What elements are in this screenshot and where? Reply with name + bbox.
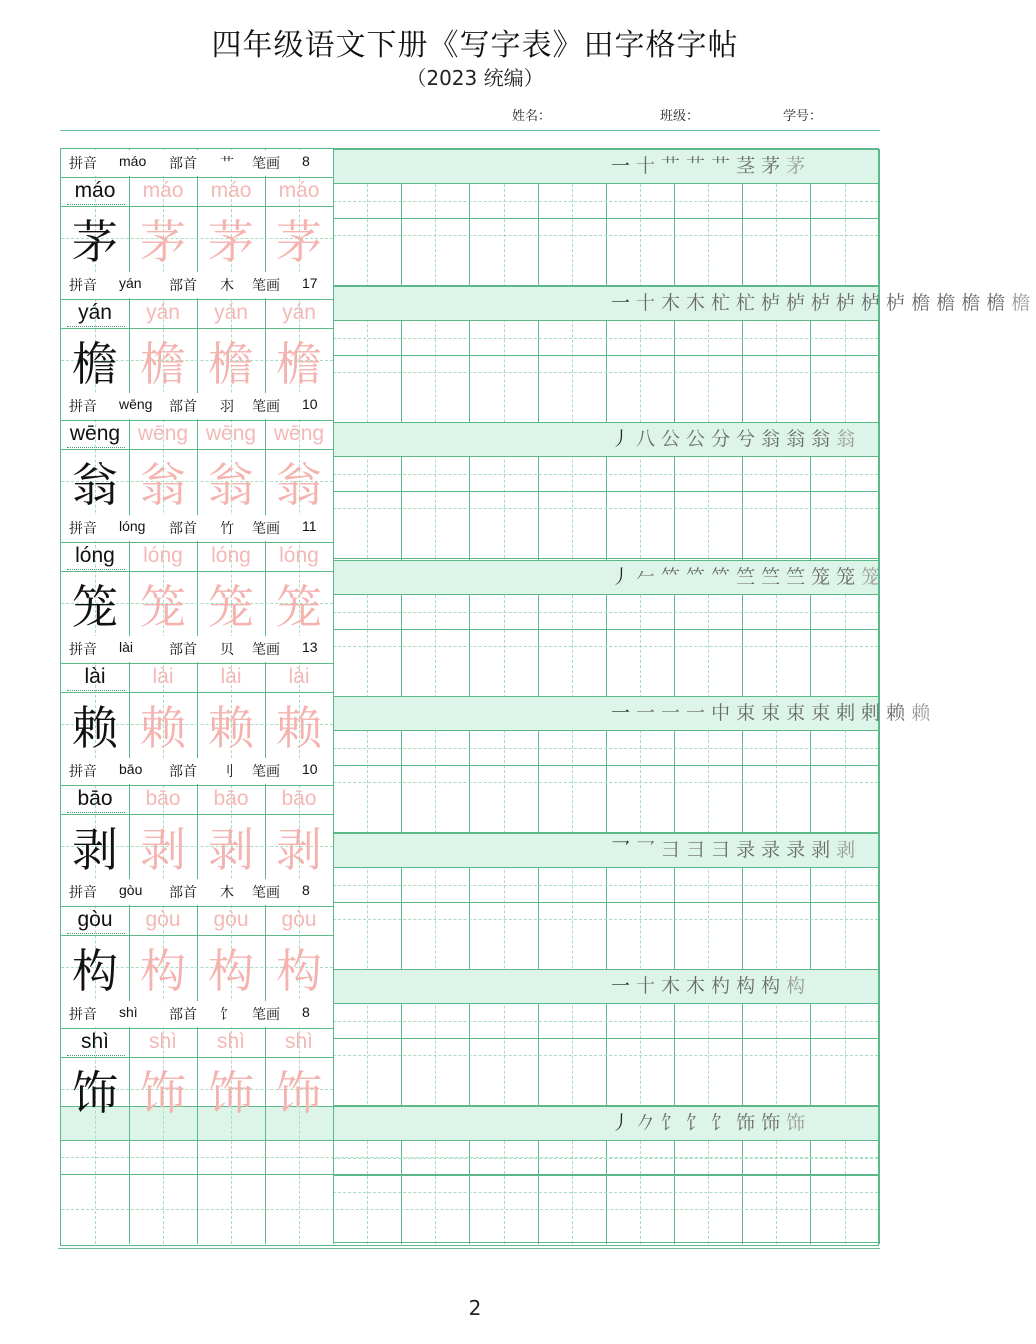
stroke-step: 杧: [736, 292, 762, 314]
grid-row-line: [333, 612, 878, 613]
hanzi-trace: 檐: [140, 336, 186, 391]
stroke-step: 笼: [836, 566, 862, 588]
pinyin-model: wēng: [69, 422, 121, 445]
stroke-step: 茅: [761, 155, 787, 177]
stroke-step: 彐: [711, 839, 737, 861]
strokes-label: 笔画: [252, 885, 280, 901]
stroke-step: 木: [661, 292, 687, 314]
grid-row-line: [333, 629, 878, 630]
pinyin-underline: [67, 1055, 125, 1056]
grid-row-line: [333, 218, 878, 219]
pinyin-trace: gòu: [281, 908, 317, 931]
radical-value: 贝: [220, 641, 234, 657]
stroke-step: 剥: [811, 839, 837, 861]
pinyin-trace: gòu: [145, 908, 181, 931]
stroke-step: 录: [761, 839, 787, 861]
pinyin-trace: lài: [152, 665, 174, 688]
grid-row-line: [333, 558, 878, 559]
radical-value: 木: [220, 884, 234, 900]
stroke-step: 𥫗: [661, 566, 687, 588]
grid-row-line: [61, 1157, 878, 1158]
name-field-label: 姓名：: [512, 109, 552, 124]
grid-column-line: [333, 149, 334, 1244]
grid-row-line: [61, 1057, 333, 1058]
pinyin-model: máo: [74, 179, 116, 202]
stroke-step: 录: [736, 839, 762, 861]
pinyin-model: bāo: [77, 786, 113, 810]
pinyin-value: yán: [119, 274, 142, 291]
pinyin-underline: [67, 447, 125, 448]
hanzi-trace: 饰: [140, 1065, 186, 1120]
stroke-step: 饣: [686, 1112, 712, 1134]
hanzi-model: 檐: [72, 336, 118, 391]
stroke-step: 檐: [936, 292, 962, 314]
stroke-step: 十: [636, 292, 662, 314]
stroke-step: 一: [611, 155, 637, 177]
pinyin-trace: máo: [210, 179, 252, 202]
stroke-step: 分: [711, 428, 737, 450]
grid-row-line: [61, 299, 333, 300]
hanzi-trace: 饰: [276, 1065, 322, 1120]
stroke-step: 竺: [736, 566, 762, 588]
stroke-step: 栌: [811, 292, 837, 314]
hanzi-trace: 笼: [276, 579, 322, 634]
stroke-step: 赖: [911, 702, 937, 724]
stroke-step: 栌: [786, 292, 812, 314]
radical-label: 部首: [169, 156, 197, 172]
pinyin-trace: lài: [288, 665, 310, 688]
stroke-count-value: 13: [302, 639, 318, 655]
pinyin-trace: bāo: [281, 786, 317, 810]
stroke-step: 栌: [836, 292, 862, 314]
stroke-step: 栌: [861, 292, 887, 314]
stroke-order-sequence: [611, 561, 886, 594]
pinyin-trace: wēng: [205, 422, 257, 445]
pinyin-trace: wēng: [273, 422, 325, 445]
grid-row-line: [333, 1242, 878, 1243]
stroke-order-sequence: [611, 970, 811, 1003]
hanzi-trace: 剥: [208, 822, 254, 877]
grid-row-line: [333, 372, 878, 373]
page-subtitle: （2023 统编）: [406, 66, 544, 90]
stroke-step: 𥫗: [686, 566, 712, 588]
stroke-step: 一: [611, 292, 637, 314]
pinyin-trace: gòu: [213, 908, 249, 931]
strokes-label: 笔画: [252, 277, 280, 294]
radical-label: 部首: [169, 277, 197, 294]
stroke-step: 彐: [661, 839, 687, 861]
strokes-label: 笔画: [252, 642, 280, 658]
grid-row-line: [61, 692, 333, 693]
stroke-step: 竺: [786, 566, 812, 588]
grid-row-line: [61, 1174, 878, 1175]
pinyin-value: gòu: [119, 882, 143, 898]
stroke-step: 饰: [761, 1112, 787, 1134]
stroke-order-sequence: [611, 834, 861, 867]
hanzi-trace: 赖: [208, 701, 254, 755]
pinyin-model: yán: [78, 300, 112, 324]
hanzi-model: 赖: [72, 701, 118, 755]
stroke-step: 木: [661, 975, 687, 997]
strokes-label: 笔画: [252, 763, 280, 780]
stroke-order-band: [333, 1106, 878, 1141]
stroke-step: 一: [661, 702, 687, 724]
radical-value: 木: [220, 276, 234, 293]
grid-row-line: [61, 814, 333, 815]
radical-label: 部首: [169, 885, 197, 901]
radical-value: 羽: [220, 398, 234, 414]
stroke-step: 翁: [786, 428, 812, 450]
stroke-step: 乛: [636, 839, 662, 861]
stroke-step: 一: [686, 702, 712, 724]
stroke-count-value: 10: [302, 396, 318, 412]
grid-row-line: [333, 1038, 878, 1039]
pinyin-label: 拼音: [69, 520, 97, 537]
pinyin-trace: lóng: [211, 543, 251, 567]
pinyin-trace: bāo: [145, 786, 181, 810]
stroke-order-band: [333, 833, 878, 868]
practice-sheet: [60, 148, 1036, 1246]
stroke-step: 公: [661, 428, 687, 450]
grid-row-line: [61, 206, 333, 207]
header-divider: [60, 130, 880, 131]
grid-row-line: [333, 748, 878, 749]
grid-row-line: [61, 571, 333, 572]
hanzi-trace: 檐: [276, 336, 322, 391]
stroke-step: 栌: [886, 292, 912, 314]
stroke-step: 构: [736, 975, 762, 997]
hanzi-trace: 饰: [208, 1065, 254, 1120]
radical-label: 部首: [169, 763, 197, 780]
grid-row-line: [333, 338, 878, 339]
hanzi-trace: 赖: [140, 701, 186, 755]
grid-row-line: [333, 1055, 878, 1056]
stroke-step: 翁: [811, 428, 837, 450]
stroke-step: 笼: [811, 566, 837, 588]
radical-label: 部首: [169, 520, 197, 537]
stroke-step: 茅: [786, 155, 812, 177]
pinyin-model: gòu: [77, 908, 113, 931]
pinyin-trace: lóng: [143, 543, 183, 567]
class-field-label: 班级：: [660, 109, 700, 124]
pinyin-label: 拼音: [69, 277, 97, 294]
strokes-label: 笔画: [252, 520, 280, 537]
grid-row-line: [61, 1209, 878, 1210]
pinyin-trace: máo: [142, 179, 184, 202]
stroke-order-band: [333, 560, 887, 595]
hanzi-model: 翁: [72, 458, 118, 512]
grid-row-line: [61, 785, 333, 786]
stroke-step: 笼: [861, 566, 887, 588]
stroke-step: 檐: [961, 292, 987, 314]
stroke-count-value: 11: [302, 517, 317, 534]
stroke-order-sequence: [611, 150, 811, 183]
hanzi-trace: 茅: [208, 215, 254, 269]
stroke-step: 檐: [986, 292, 1012, 314]
stroke-step: 十: [636, 155, 662, 177]
hanzi-trace: 茅: [140, 215, 186, 269]
pinyin-label: 拼音: [69, 642, 97, 658]
pinyin-model: lài: [84, 665, 106, 688]
pinyin-trace: yán: [282, 300, 316, 324]
pinyin-label: 拼音: [69, 1006, 97, 1023]
pinyin-underline: [67, 812, 125, 813]
stroke-order-band: [333, 422, 878, 457]
pinyin-value: wēng: [119, 396, 153, 412]
stroke-order-sequence: [611, 697, 936, 730]
grid-row-line: [333, 508, 878, 509]
stroke-step: 饣: [711, 1112, 737, 1134]
radical-value: 竹: [220, 519, 234, 536]
stroke-count-value: 8: [302, 1003, 310, 1020]
stroke-step: 束: [736, 702, 762, 724]
stroke-count-value: 17: [302, 274, 318, 291]
stroke-count-value: 10: [302, 760, 318, 777]
pinyin-value: lóng: [119, 517, 146, 534]
stroke-step: 丿: [611, 566, 637, 588]
stroke-step: 栌: [761, 292, 787, 314]
hanzi-trace: 檐: [208, 336, 254, 391]
stroke-step: 赖: [886, 702, 912, 724]
pinyin-trace: shì: [284, 1029, 313, 1053]
stroke-order-band: [333, 969, 878, 1004]
stroke-step: 中: [711, 702, 737, 724]
pinyin-trace: máo: [278, 179, 320, 202]
stroke-step: 剌: [836, 702, 862, 724]
strokes-label: 笔画: [252, 399, 280, 415]
grid-row-line: [333, 1192, 878, 1193]
hanzi-model: 茅: [72, 215, 118, 269]
pinyin-trace: bāo: [213, 786, 249, 810]
stroke-step: 丿: [611, 428, 637, 450]
stroke-step: 杓: [711, 975, 737, 997]
stroke-order-sequence: [611, 1107, 811, 1140]
hanzi-trace: 翁: [276, 458, 322, 512]
page-title: 四年级语文下册《写字表》田字格字帖: [211, 28, 739, 63]
pinyin-trace: yán: [214, 300, 248, 324]
stroke-order-sequence: [611, 287, 1036, 320]
stroke-step: 束: [761, 702, 787, 724]
hanzi-trace: 翁: [208, 458, 254, 512]
grid-row-line: [333, 1175, 878, 1176]
hanzi-trace: 剥: [140, 822, 186, 877]
stroke-step: 兮: [736, 428, 762, 450]
student-number-field-label: 学号：: [783, 109, 823, 124]
stroke-step: 竺: [761, 566, 787, 588]
stroke-step: 翁: [836, 428, 862, 450]
stroke-order-sequence: [611, 423, 861, 456]
stroke-count-value: 8: [302, 153, 310, 169]
stroke-step: 一: [611, 702, 637, 724]
footer-divider: [58, 1248, 880, 1249]
stroke-step: 艹: [686, 155, 712, 177]
stroke-step: 饰: [736, 1112, 762, 1134]
hanzi-trace: 剥: [276, 822, 322, 877]
pinyin-trace: yán: [146, 300, 180, 324]
grid-row-line: [61, 906, 333, 907]
stroke-step: 十: [636, 975, 662, 997]
pinyin-label: 拼音: [69, 763, 97, 780]
hanzi-trace: 构: [140, 944, 186, 998]
stroke-step: 一: [636, 702, 662, 724]
grid-row-line: [333, 491, 878, 492]
stroke-order-band: [333, 149, 878, 184]
grid-row-line: [333, 919, 878, 920]
grid-row-line: [333, 474, 878, 475]
radical-label: 部首: [169, 1006, 197, 1023]
grid-row-line: [333, 646, 878, 647]
stroke-step: 饣: [661, 1112, 687, 1134]
stroke-step: 束: [786, 702, 812, 724]
radical-value: 刂: [220, 762, 234, 779]
pinyin-value: máo: [119, 153, 147, 169]
pinyin-label: 拼音: [69, 156, 97, 172]
pinyin-model: lóng: [75, 543, 115, 567]
grid-row-line: [61, 449, 333, 450]
stroke-order-band: [333, 696, 937, 731]
hanzi-trace: 赖: [276, 701, 322, 755]
stroke-step: 乛: [611, 839, 637, 861]
radical-value: 艹: [220, 155, 234, 171]
pinyin-model: shì: [80, 1029, 109, 1053]
hanzi-trace: 构: [208, 944, 254, 998]
stroke-step: 艹: [711, 155, 737, 177]
stroke-step: 茎: [736, 155, 762, 177]
grid-row-line: [61, 542, 333, 543]
stroke-order-band: [333, 286, 1036, 321]
stroke-step: 𠂊: [636, 1112, 662, 1134]
grid-row-line: [333, 355, 878, 356]
pinyin-trace: shì: [148, 1029, 177, 1053]
stroke-step: 丿: [611, 1112, 637, 1134]
grid-row-line: [333, 765, 878, 766]
stroke-step: 构: [786, 975, 812, 997]
pinyin-trace: wēng: [137, 422, 189, 445]
stroke-step: 彐: [686, 839, 712, 861]
stroke-step: 一: [611, 975, 637, 997]
radical-label: 部首: [169, 399, 197, 415]
stroke-step: 木: [686, 292, 712, 314]
hanzi-trace: 笼: [140, 579, 186, 634]
grid-row-line: [61, 1028, 333, 1029]
pinyin-trace: shì: [216, 1029, 245, 1053]
stroke-step: 剥: [836, 839, 862, 861]
page-number: 2: [468, 1296, 482, 1320]
pinyin-underline: [67, 326, 125, 327]
stroke-step: 𥫗: [711, 566, 737, 588]
stroke-step: 剌: [861, 702, 887, 724]
grid-row-line: [333, 235, 878, 236]
hanzi-model: 构: [72, 944, 118, 998]
pinyin-underline: [67, 933, 125, 934]
grid-row-line: [61, 935, 333, 936]
hanzi-model: 饰: [72, 1065, 118, 1120]
radical-value: 饣: [220, 1005, 234, 1022]
stroke-step: 翁: [761, 428, 787, 450]
stroke-step: 公: [686, 428, 712, 450]
strokes-label: 笔画: [252, 1006, 280, 1023]
grid-row-line: [61, 328, 333, 329]
pinyin-underline: [67, 569, 125, 570]
pinyin-label: 拼音: [69, 885, 97, 901]
pinyin-value: bāo: [119, 760, 143, 777]
hanzi-model: 剥: [72, 822, 118, 877]
grid-row-line: [61, 420, 333, 421]
stroke-step: 木: [686, 975, 712, 997]
grid-row-line: [333, 1158, 878, 1159]
pinyin-trace: lài: [220, 665, 242, 688]
radical-label: 部首: [169, 642, 197, 658]
pinyin-value: lài: [119, 639, 134, 655]
hanzi-trace: 构: [276, 944, 322, 998]
stroke-step: 饰: [786, 1112, 812, 1134]
stroke-step: 构: [761, 975, 787, 997]
grid-row-line: [61, 663, 333, 664]
hanzi-model: 笼: [72, 579, 118, 634]
pinyin-label: 拼音: [69, 399, 97, 415]
stroke-step: 檐: [911, 292, 937, 314]
stroke-step: 八: [636, 428, 662, 450]
grid-row-line: [333, 885, 878, 886]
pinyin-value: shì: [119, 1003, 138, 1020]
grid-row-line: [333, 1021, 878, 1022]
grid-row-line: [61, 177, 333, 178]
grid-row-line: [333, 782, 878, 783]
stroke-count-value: 8: [302, 882, 310, 898]
grid-row-line: [333, 902, 878, 903]
hanzi-trace: 茅: [276, 215, 322, 269]
pinyin-underline: [67, 204, 125, 205]
stroke-step: 檐: [1011, 292, 1036, 314]
strokes-label: 笔画: [252, 156, 280, 172]
pinyin-trace: lóng: [279, 543, 319, 567]
stroke-step: 艹: [661, 155, 687, 177]
hanzi-trace: 翁: [140, 458, 186, 512]
stroke-step: 杧: [711, 292, 737, 314]
stroke-step: 𠂉: [636, 566, 662, 588]
stroke-step: 录: [786, 839, 812, 861]
hanzi-trace: 笼: [208, 579, 254, 634]
stroke-step: 束: [811, 702, 837, 724]
grid-row-line: [333, 201, 878, 202]
pinyin-underline: [67, 690, 125, 691]
